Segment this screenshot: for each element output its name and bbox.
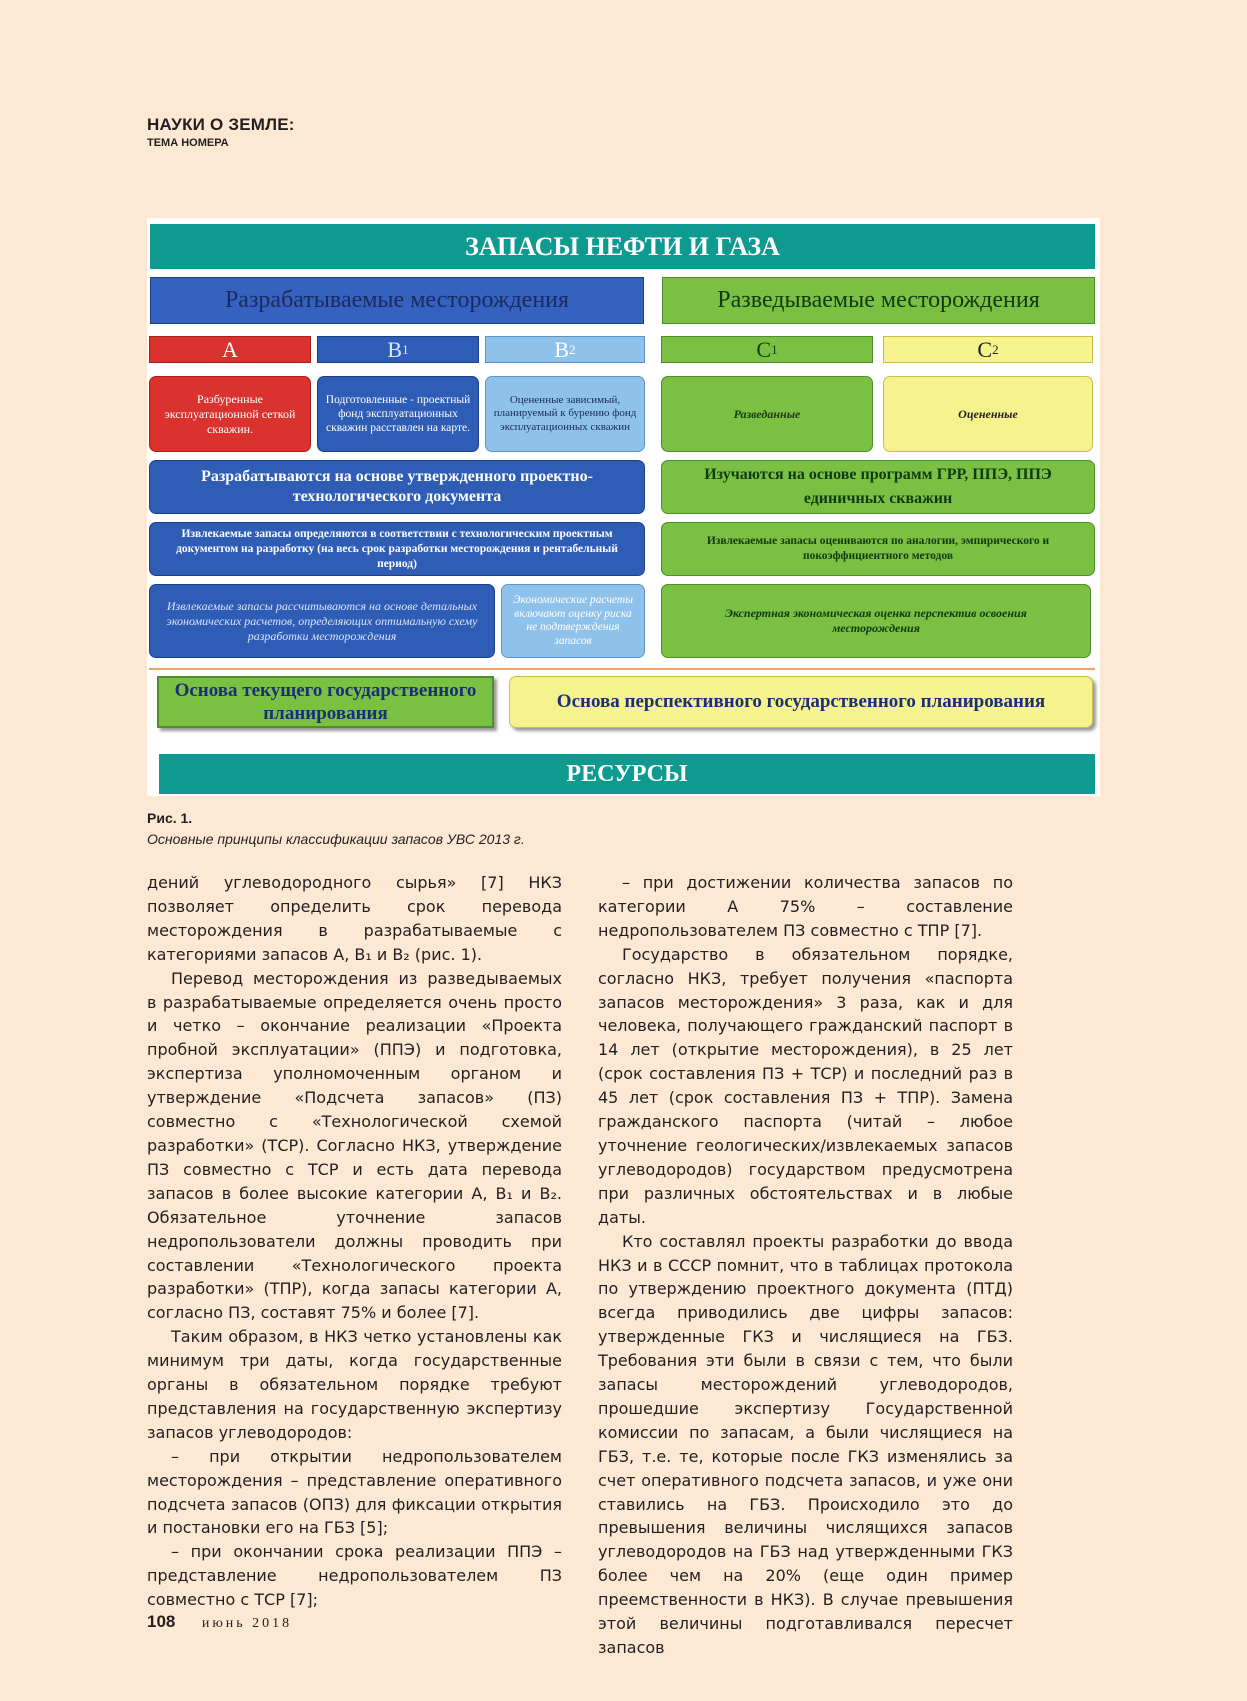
diagram-title: ЗАПАСЫ НЕФТИ И ГАЗА — [150, 224, 1095, 269]
category-c2: C 2 — [883, 336, 1093, 363]
running-header — [147, 115, 295, 149]
left-calculation: Извлекаемые запасы рассчитываются на основе детальных экономических расчетов, определяющих оптимальную схему разработки месторождения — [149, 584, 495, 658]
desc-b1: Подготовленные - проектный фонд эксплуатационных скважин расставлен на карте. — [317, 376, 479, 452]
right-recoverable: Извлекаемые запасы оцениваются по аналогии, эмпирического и покоэффициентного методов — [661, 522, 1095, 576]
desc-c1: Разведанные — [661, 376, 873, 452]
right-basis: Изучаются на основе программ ГРР, ППЭ, ППЭ единичных скважин — [661, 460, 1095, 514]
paragraph: дений углеводородного сырья» [7] НКЗ позволяет определить срок перевода месторождения в разрабатываемые с категориями запасов А, В₁ и В₂ (рис. 1). — [147, 873, 562, 964]
page-number: 108 — [147, 1612, 176, 1631]
desc-b2: Оцененные зависимый, планируемый к бурению фонд эксплуатационных скважин — [485, 376, 645, 452]
issue-date: июнь 2018 — [201, 1616, 293, 1631]
figure-diagram — [147, 218, 1100, 796]
category-b2: B 2 — [485, 336, 645, 363]
desc-c2: Оцененные — [883, 376, 1093, 452]
paragraph: – при открытии недропользователем месторождения – представление оперативного подсчета запасов (ОПЗ) для фиксации открытия и постановки его на ГБЗ [5]; — [147, 1446, 562, 1538]
basis-current-planning: Основа текущего государственного планирования — [157, 676, 494, 728]
caption-text: Основные принципы классификации запасов УВС 2013 г. — [147, 831, 525, 847]
divider-line — [149, 668, 1095, 670]
figure-caption — [147, 810, 525, 847]
category-b1: B 1 — [317, 336, 479, 363]
resources-banner: РЕСУРСЫ — [159, 754, 1095, 794]
category-c1: C 1 — [661, 336, 873, 363]
right-expert-assessment: Экспертная экономическая оценка перспектив освоения месторождения — [661, 584, 1091, 658]
left-recoverable: Извлекаемые запасы определяются в соответствии с технологическим проектным документом на разработку (на весь срок разработки месторождения и рентабельный период) — [149, 522, 645, 576]
left-column — [147, 871, 562, 1612]
paragraph: Таким образом, в НКЗ четко установлены как минимум три даты, когда государственные органы в обязательном порядке требуют представления на государственную экспертизу запасов углеводородов: — [147, 1327, 562, 1442]
right-header: Разведываемые месторождения — [662, 277, 1095, 324]
category-a: A — [149, 336, 311, 363]
paragraph: Кто составлял проекты разработки до ввода НКЗ и в СССР помнит, что в таблицах протокола по утверждению проектного документа (ПТД) всегда приводились две цифры запасов: утвержденные ГКЗ и числящиеся на ГБЗ. Требования эти были в связи с тем, что были запасы месторождений углеводородов, прошедшие экспертизу Государственной комиссии по запасам, а были числящиеся на ГБЗ, т.е. те, которые после ГКЗ изменялись за счет оперативного подсчета запасов, и уже они ставились на ГБЗ. Происходило это до превышения величины числящихся запасов углеводородов на ГБЗ над утвержденными ГКЗ более чем на 20% (еще один пример преемственности в НКЗ). В случае превышения этой величины подготавливался пересчет запасов — [598, 1231, 1013, 1657]
section-title: НАУКИ О ЗЕМЛЕ: — [147, 115, 295, 134]
basis-future-planning: Основа перспективного государственного планирования — [509, 676, 1093, 728]
paragraph: Перевод месторождения из разведываемых в разрабатываемые определяется очень просто и четко – окончание реализации «Проекта пробной эксплуатации» (ППЭ) и подготовка, экспертиза уполномоченным органом и утверждение «Подсчета запасов» (ПЗ) совместно с «Технологической схемой разработки» (ТСР). Согласно НКЗ, утверждение ПЗ совместно с ТСР и есть дата перевода запасов в более высокие категории А, В₁ и В₂. Обязательное уточнение запасов недропользователи должны проводить при составлении «Технологического проекта разработки» (ТПР), когда запасы категории А, согласно ПЗ, составят 75% и более [7]. — [147, 968, 562, 1323]
economic-calculation: Экономические расчеты включают оценку риска не подтверждения запасов — [501, 584, 645, 658]
paragraph: – при достижении количества запасов по категории А 75% – составление недропользователем ПЗ совместно с ТПР [7]. — [598, 873, 1013, 940]
right-column — [598, 871, 1013, 1660]
paragraph: – при окончании срока реализации ППЭ – представление недропользователем ПЗ совместно с ТСР [7]; — [147, 1542, 562, 1610]
left-basis: Разрабатываются на основе утвержденного проектно-технологического документа — [149, 460, 645, 514]
caption-label: Рис. 1. — [147, 810, 193, 826]
desc-a: Разбуренные эксплуатационной сеткой скважин. — [149, 376, 311, 452]
page-footer — [147, 1612, 292, 1632]
left-header: Разрабатываемые месторождения — [150, 277, 644, 324]
paragraph: Государство в обязательном порядке, согласно НКЗ, требует получения «паспорта запасов месторождения» 3 раза, как и для человека, получающего гражданский паспорт в 14 лет (открытие месторождения), в 25 лет (срок составления ПЗ + ТСР) и последний раз в 45 лет (срок составления ПЗ + ТПР). Замена гражданского паспорта (читай – любое уточнение геологических/извлекаемых запасов углеводородов) государством предусмотрена при различных обстоятельствах и в любые даты. — [598, 944, 1013, 1227]
section-subtitle: ТЕМА НОМЕРА — [147, 137, 229, 149]
